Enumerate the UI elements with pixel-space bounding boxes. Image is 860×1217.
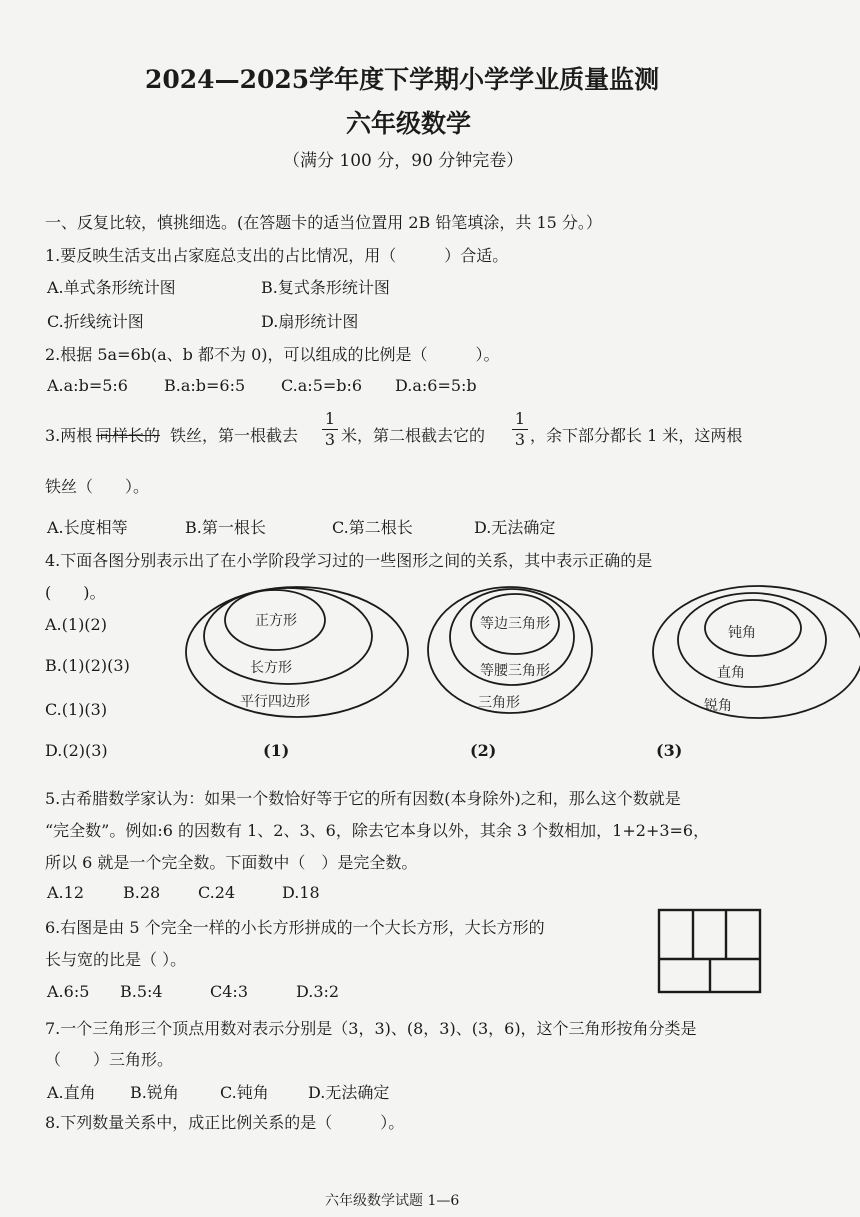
subject-title: 六年级数学: [346, 109, 472, 138]
q4-blank: ( )。: [45, 583, 106, 602]
q5-line2: “完全数”。例如:6 的因数有 1、2、3、6，除去它本身以外，其余 3 个数相加，1+2+3=6，: [45, 821, 710, 840]
q4-option-d: D.(2)(3): [45, 741, 108, 760]
q5-line1: 5.古希腊数学家认为：如果一个数恰好等于它的所有因数(本身除外)之和，那么这个数就是: [45, 789, 681, 808]
section-heading: 一、反复比较，慎挑细选。(在答题卡的适当位置用 2B 铅笔填涂，共 15 分。）: [45, 213, 602, 232]
q1-option-d: D.扇形统计图: [261, 312, 359, 331]
fig2-middle-label: 等腰三角形: [480, 663, 550, 679]
q7-option-c: C.钝角: [220, 1083, 269, 1102]
q3-part1: 3.两根: [45, 426, 93, 445]
q5-line3: 所以 6 就是一个完全数。下面数中（ ）是完全数。: [45, 853, 418, 872]
page-footer: 六年级数学试题 1—6: [325, 1193, 460, 1209]
q3-part4: ，余下部分都长 1 米，这两根: [530, 426, 743, 445]
q3-fraction-2: [512, 410, 528, 449]
q7-line2: （ ）三角形。: [45, 1050, 174, 1069]
q3-line2: 铁丝（ ）。: [45, 477, 150, 496]
q3-part3: 米，第二根截去它的: [341, 426, 486, 445]
fraction-denominator: 3: [514, 430, 526, 449]
fig1-inner-label: 正方形: [255, 613, 297, 629]
fig2-inner-label: 等边三角形: [480, 616, 550, 632]
fig1-outer-label: 平行四边形: [240, 694, 310, 710]
q6-option-c: C4:3: [210, 982, 248, 1001]
q3-option-d: D.无法确定: [474, 518, 556, 537]
q1-stem: 1.要反映生活支出占家庭总支出的占比情况，用（ ）合适。: [45, 246, 509, 265]
fig3-middle-label: 直角: [717, 665, 745, 681]
q6-option-a: A.6:5: [47, 982, 90, 1001]
q7-option-a: A.直角: [47, 1083, 96, 1102]
q7-option-b: B.锐角: [130, 1083, 179, 1102]
q3-option-a: A.长度相等: [47, 518, 128, 537]
fig1-middle-label: 长方形: [250, 660, 292, 676]
q6-option-d: D.3:2: [296, 982, 340, 1001]
q5-option-c: C.24: [198, 883, 236, 902]
q3-part2: 铁丝，第一根截去: [170, 426, 299, 445]
q3-option-c: C.第二根长: [332, 518, 413, 537]
q5-option-a: A.12: [47, 883, 84, 902]
q2-option-a: A.a:b=5:6: [47, 376, 128, 395]
exam-title: 2024—2025学年度下学期小学学业质量监测: [145, 65, 660, 94]
q2-stem: 2.根据 5a=6b(a、b 都不为 0)，可以组成的比例是（ ）。: [45, 345, 500, 364]
q4-option-b: B.(1)(2)(3): [45, 656, 130, 675]
q4-stem: 4.下面各图分别表示出了在小学阶段学习过的一些图形之间的关系，其中表示正确的是: [45, 551, 653, 570]
exam-note: （满分 100 分，90 分钟完卷）: [283, 151, 524, 171]
q2-option-d: D.a:6=5:b: [395, 376, 477, 395]
fig2-caption: (2): [470, 741, 497, 760]
fig1-caption: (1): [263, 741, 290, 760]
q3-option-b: B.第一根长: [185, 518, 266, 537]
fig3-caption: (3): [656, 741, 683, 760]
q5-option-b: B.28: [123, 883, 161, 902]
fig3-inner-label: 钝角: [728, 625, 756, 641]
fig3-outer-ellipse: [653, 586, 860, 718]
q6-line2: 长与宽的比是（ ）。: [45, 950, 187, 969]
q3-fraction-1: [322, 410, 338, 449]
fraction-denominator: 3: [324, 430, 336, 449]
q1-option-a: A.单式条形统计图: [47, 278, 176, 297]
fig2-outer-label: 三角形: [478, 695, 520, 711]
q6-rectangle-figure: [655, 906, 765, 998]
q2-option-c: C.a:5=b:6: [281, 376, 363, 395]
q1-option-c: C.折线统计图: [47, 312, 144, 331]
q2-option-b: B.a:b=6:5: [164, 376, 246, 395]
q5-option-d: D.18: [282, 883, 320, 902]
q1-option-b: B.复式条形统计图: [261, 278, 390, 297]
q6-option-b: B.5:4: [120, 982, 163, 1001]
q7-line1: 7.一个三角形三个顶点用数对表示分别是（3，3)、(8，3)、(3，6)，这个三角形按角分类是: [45, 1019, 697, 1038]
q4-figures: [180, 580, 860, 770]
q4-option-a: A.(1)(2): [45, 615, 107, 634]
q4-option-c: C.(1)(3): [45, 700, 108, 719]
q6-line1: 6.右图是由 5 个完全一样的小长方形拼成的一个大长方形，大长方形的: [45, 918, 545, 937]
fraction-numerator: 1: [514, 409, 526, 428]
fraction-numerator: 1: [324, 409, 336, 428]
q8-stem: 8.下列数量关系中，成正比例关系的是（ ）。: [45, 1113, 405, 1132]
q3-struck-text: 同样长的: [96, 426, 161, 445]
fig3-outer-label: 锐角: [704, 698, 732, 714]
q7-option-d: D.无法确定: [308, 1083, 390, 1102]
